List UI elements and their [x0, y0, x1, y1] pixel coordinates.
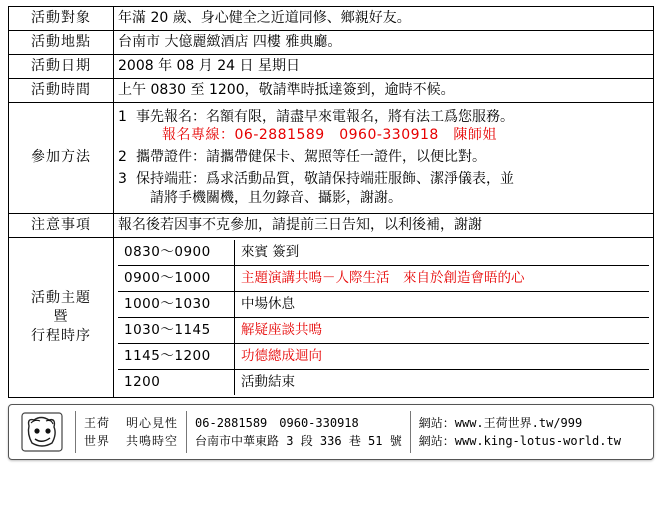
row-value-location: 台南市 大億麗緻酒店 四樓 雅典廳。	[114, 30, 654, 54]
row-label-time: 活動時間	[9, 78, 114, 102]
contact-info	[187, 414, 410, 450]
cartoon-face-logo-icon	[21, 412, 63, 452]
schedule-activity: 來賓 簽到	[235, 240, 650, 266]
table-row-location	[9, 30, 654, 54]
method-list	[118, 108, 649, 208]
table-row-date	[9, 54, 654, 78]
table-row	[118, 317, 649, 343]
schedule-table	[118, 240, 649, 395]
table-row	[118, 343, 649, 369]
website-label-1: 網站：	[418, 415, 455, 430]
schedule-activity: 中場休息	[235, 291, 650, 317]
schedule-time: 1030～1145	[118, 317, 235, 343]
table-row-method	[9, 102, 654, 213]
schedule-label-line-1: 活動主題	[31, 290, 91, 307]
footer-bar	[8, 404, 654, 460]
slogan-line-1: 明心見性	[126, 415, 179, 430]
schedule-label-line-3: 行程時序	[31, 327, 91, 344]
website-row-2	[419, 432, 621, 450]
logo	[9, 412, 75, 452]
schedule-label-line-2: 暨	[53, 308, 69, 325]
row-label-method: 參加方法	[9, 102, 114, 213]
brand-line-2: 世界	[84, 433, 111, 448]
schedule-time: 1200	[118, 369, 235, 395]
website-info	[411, 414, 629, 450]
schedule-time: 0900～1000	[118, 265, 235, 291]
method-text-group	[136, 170, 649, 208]
row-label-schedule	[9, 237, 114, 397]
method-text-group	[136, 108, 649, 146]
method-text-cont: 請將手機關機，且勿錄音、攝影，謝謝。	[150, 190, 402, 207]
method-text: 事先報名：名額有限，請盡早來電報名，將有法工爲您服務。	[136, 108, 514, 125]
row-value-notes: 報名後若因事不克參加，請提前三日告知，以利後補，謝謝	[114, 214, 654, 238]
row-label-date: 活動日期	[9, 54, 114, 78]
contact-phone: 06-2881589 0960-330918	[195, 415, 359, 430]
table-row-schedule	[9, 237, 654, 397]
method-text: 保持端莊：爲求活動品質，敬請保持端莊服飾、潔淨儀表，並	[136, 171, 514, 188]
schedule-cell	[114, 237, 654, 397]
table-row	[118, 265, 649, 291]
list-item	[118, 148, 649, 167]
brand-slogan	[118, 414, 186, 450]
website-url-2[interactable]: www.king-lotus-world.tw	[454, 433, 621, 448]
schedule-activity: 解疑座談共鳴	[235, 317, 650, 343]
table-row	[118, 291, 649, 317]
event-info-table	[8, 6, 654, 398]
method-number: 2	[118, 149, 127, 166]
schedule-time: 0830～0900	[118, 240, 235, 266]
table-row-audience	[9, 7, 654, 31]
table-row	[118, 240, 649, 266]
schedule-activity: 活動結束	[235, 369, 650, 395]
brand-name	[76, 414, 118, 450]
website-label-2: 網站：	[418, 433, 455, 448]
row-value-date: 2008 年 08 月 24 日 星期日	[114, 54, 654, 78]
row-value-audience: 年滿 20 歲、身心健全之近道同修、鄉親好友。	[114, 7, 654, 31]
row-label-notes: 注意事項	[9, 214, 114, 238]
brand-line-1: 王荷	[84, 415, 111, 430]
row-value-time: 上午 0830 至 1200，敬請準時抵達簽到，逾時不候。	[114, 78, 654, 102]
registration-phone-line: 報名專線：06-2881589 0960-330918 陳師姐	[162, 127, 497, 144]
method-number: 3	[118, 171, 127, 188]
method-text: 攜帶證件：請攜帶健保卡、駕照等任一證件，以便比對。	[136, 149, 486, 166]
table-row	[118, 369, 649, 395]
row-label-audience: 活動對象	[9, 7, 114, 31]
schedule-time: 1145～1200	[118, 343, 235, 369]
row-label-location: 活動地點	[9, 30, 114, 54]
table-row-time	[9, 78, 654, 102]
list-item	[118, 108, 649, 146]
contact-address: 台南市中華東路 3 段 336 巷 51 號	[195, 433, 402, 448]
schedule-activity: 功德總成迴向	[235, 343, 650, 369]
slogan-line-2: 共鳴時空	[126, 433, 179, 448]
schedule-time: 1000～1030	[118, 291, 235, 317]
schedule-activity: 主題演講共鳴－人際生活 來自於創造會晤的心	[235, 265, 650, 291]
row-value-method	[114, 102, 654, 213]
method-number: 1	[118, 108, 127, 125]
table-row-notes	[9, 214, 654, 238]
website-url-1[interactable]: www.王荷世界.tw/999	[454, 415, 583, 430]
list-item	[118, 170, 649, 208]
website-row-1	[419, 414, 621, 432]
